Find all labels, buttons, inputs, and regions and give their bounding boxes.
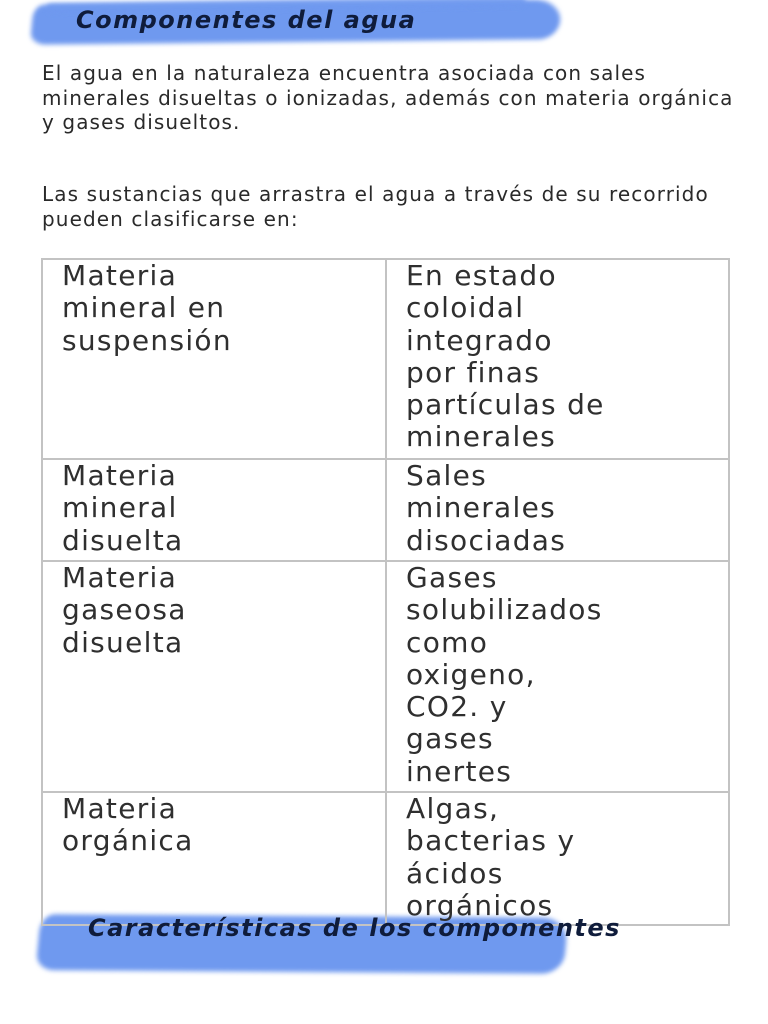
next-section-title: Características de los componentes	[88, 914, 621, 942]
category-cell: Materia mineral disuelta	[42, 459, 386, 561]
table-row	[42, 792, 729, 925]
description-cell: Gases solubilizados como oxigeno, CO2. y gases inertes	[386, 561, 729, 792]
description-cell: Algas, bacterias y ácidos orgánicos	[386, 792, 729, 925]
intro-paragraph: El agua en la naturaleza encuentra asociada con sales minerales disueltas o ionizadas, además con materia orgánica y gases disueltos.	[42, 61, 734, 134]
components-table	[41, 258, 730, 926]
category-cell: Materia orgánica	[42, 792, 386, 925]
table-row	[42, 459, 729, 561]
category-cell: Materia mineral en suspensión	[42, 259, 386, 459]
description-cell: En estado coloidal integrado por finas partículas de minerales	[386, 259, 729, 459]
table-row	[42, 561, 729, 792]
table-row	[42, 259, 729, 459]
category-cell: Materia gaseosa disuelta	[42, 561, 386, 792]
lead-paragraph: Las sustancias que arrastra el agua a través de su recorrido pueden clasificarse en:	[42, 182, 709, 231]
description-cell: Sales minerales disociadas	[386, 459, 729, 561]
section-title: Componentes del agua	[76, 6, 417, 34]
